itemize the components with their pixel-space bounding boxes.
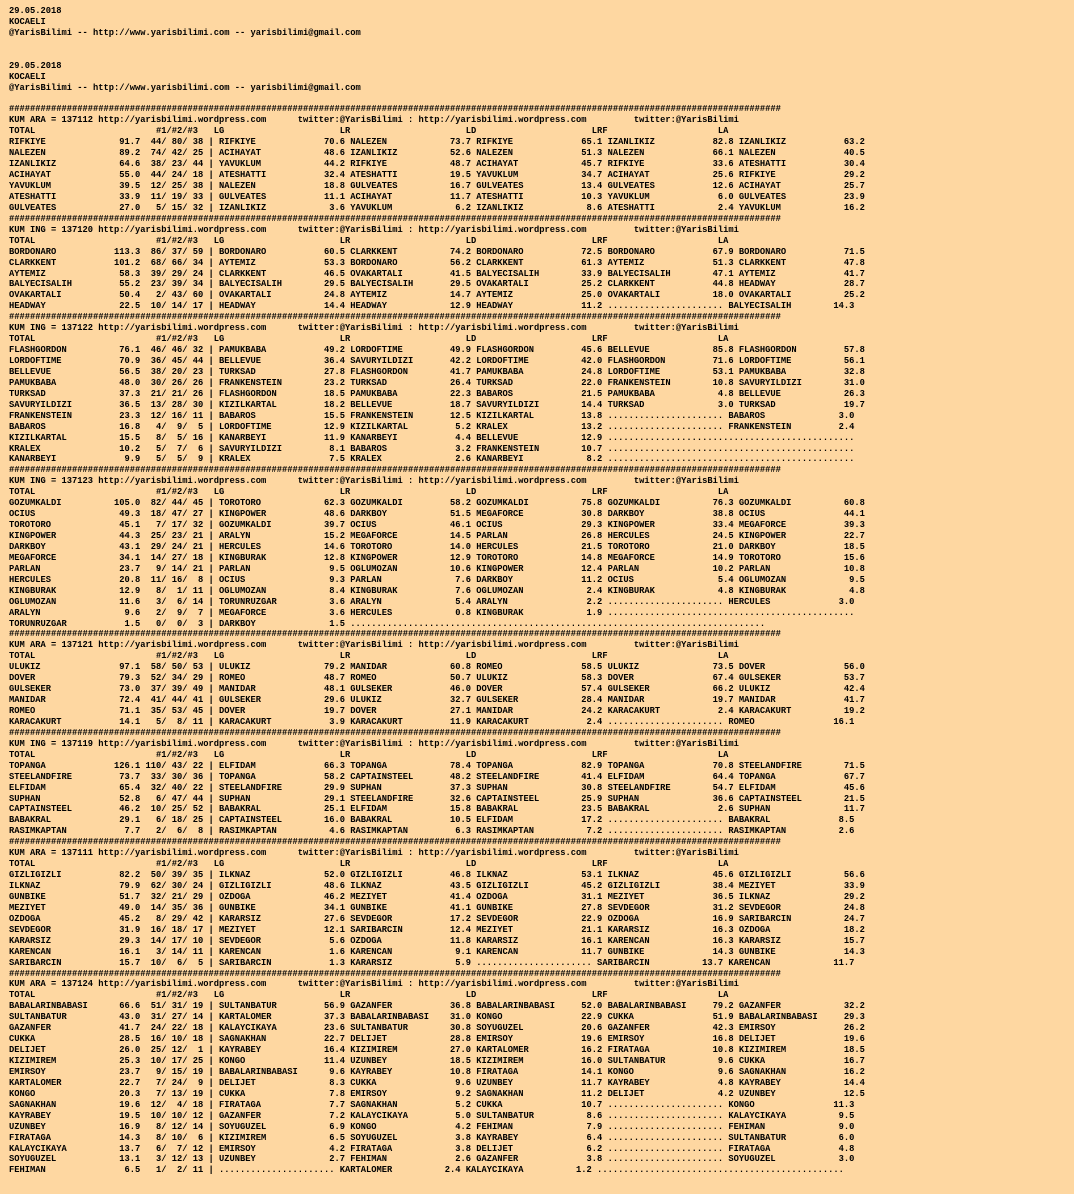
table-row: YAVUKLUM 39.5 12/ 25/ 38 | NALEZEN 18.8 GULVEATES 16.7 GULVEATES 13.4 GULVEATES 12.6 ACIHAYAT 25.7	[9, 180, 865, 191]
column-header: TOTAL #1/#2/#3 LG LR LD LRF LA	[9, 650, 729, 662]
table-row: HERCULES 20.8 11/ 16/ 8 | OCIUS 9.3 PARLAN 7.6 DARKBOY 11.2 OCIUS 5.4 OGLUMOZAN 9.5	[9, 573, 865, 585]
column-header: TOTAL #1/#2/#3 LG LR LD LRF LA	[9, 858, 729, 870]
table-row: PAMUKBABA 48.0 30/ 26/ 26 | FRANKENSTEIN 23.2 TURKSAD 26.4 TURKSAD 22.0 FRANKENSTEIN 10.8 SAVURYILDIZI 31.0	[9, 376, 865, 388]
table-row: MEGAFORCE 34.1 14/ 27/ 18 | KINGBURAK 12.8 KINGPOWER 12.9 TOROTORO 14.8 MEGAFORCE 14.9 TOROTORO 15.6	[9, 551, 865, 563]
table-row: BABALARINBABASI 66.6 51/ 31/ 19 | SULTANBATUR 56.9 GAZANFER 36.8 BABALARINBABASI 52.0 BABALARINBABASI 79.2 GAZANFER 32.2	[9, 1000, 865, 1012]
table-row: ACIHAYAT 55.0 44/ 24/ 18 | ATESHATTI 32.4 ATESHATTI 19.5 YAVUKLUM 34.7 ACIHAYAT 25.6 RIFKIYE 29.2	[9, 169, 865, 181]
table-row: KARENCAN 16.1 3/ 14/ 11 | KARENCAN 1.6 KARENCAN 9.1 KARENCAN 11.7 GUNBIKE 14.3 GUNBIKE 14.3	[9, 945, 865, 957]
table-row: GOZUMKALDI 105.0 82/ 44/ 45 | TOROTORO 62.3 GOZUMKALDI 58.2 GOZUMKALDI 75.8 GOZUMKALDI 76.3 GOZUMKALDI 60.8	[9, 497, 865, 509]
table-row: FEHIMAN 6.5 1/ 2/ 11 | ...................... KARTALOMER 2.4 KALAYCIKAYA 1.2 ...............................................	[9, 1164, 844, 1176]
table-row: CUKKA 28.5 16/ 10/ 18 | SAGNAKHAN 22.7 DELIJET 28.8 EMIRSOY 19.6 EMIRSOY 16.8 DELIJET 19.6	[9, 1033, 865, 1045]
column-header: TOTAL #1/#2/#3 LG LR LD LRF LA	[9, 486, 729, 498]
separator-line: ###################################################################################################################################################	[9, 103, 781, 115]
table-row: UZUNBEY 16.9 8/ 12/ 14 | SOYUGUZEL 6.9 KONGO 4.2 FEHIMAN 7.9 ...................... FEHIMAN 9.0	[9, 1120, 855, 1132]
table-row: DOVER 79.3 52/ 34/ 29 | ROMEO 48.7 ROMEO 50.7 ULUKIZ 58.3 DOVER 67.4 GULSEKER 53.7	[9, 672, 865, 684]
table-row: OZDOGA 45.2 8/ 29/ 42 | KARARSIZ 27.6 SEVDEGOR 17.2 SEVDEGOR 22.9 OZDOGA 16.9 SARIBARCIN 24.7	[9, 912, 865, 924]
separator-line: ###################################################################################################################################################	[9, 212, 781, 224]
table-row: NALEZEN 89.2 74/ 42/ 25 | ACIHAYAT 48.6 IZANLIKIZ 52.6 NALEZEN 51.3 NALEZEN 66.1 NALEZEN 40.5	[9, 147, 865, 159]
table-row: TOROTORO 45.1 7/ 17/ 32 | GOZUMKALDI 39.7 OCIUS 46.1 OCIUS 29.3 KINGPOWER 33.4 MEGAFORCE 39.3	[9, 519, 865, 531]
table-row: AYTEMIZ 58.3 39/ 29/ 24 | CLARKKENT 46.5 OVAKARTALI 41.5 BALYECISALIH 33.9 BALYECISALIH 47.1 AYTEMIZ 41.7	[9, 267, 865, 279]
race-header: KUM ING = 137119 http://yarisbilimi.wordpress.com twitter:@YarisBilimi : http://yarisbilimi.wordpress.com twitter:@YarisBilimi	[9, 737, 739, 749]
table-row: KRALEX 10.2 5/ 7/ 6 | SAVURYILDIZI 8.1 BABAROS 3.2 FRANKENSTEIN 10.7 ...............................................	[9, 442, 855, 454]
table-row: CAPTAINSTEEL 46.2 10/ 25/ 52 | BABAKRAL 25.1 ELFIDAM 15.8 BABAKRAL 23.5 BABAKRAL 2.6 SUPHAN 11.7	[9, 803, 865, 815]
column-header: TOTAL #1/#2/#3 LG LR LD LRF LA	[9, 333, 729, 345]
race-header: KUM ARA = 137121 http://yarisbilimi.wordpress.com twitter:@YarisBilimi : http://yarisbilimi.wordpress.com twitter:@YarisBilimi	[9, 639, 739, 651]
table-row: MEZIYET 49.0 14/ 35/ 36 | GUNBIKE 34.1 GUNBIKE 41.1 GUNBIKE 27.8 SEVDEGOR 31.2 SEVDEGOR 24.8	[9, 901, 865, 913]
table-row: STEELANDFIRE 73.7 33/ 30/ 36 | TOPANGA 58.2 CAPTAINSTEEL 48.2 STEELANDFIRE 41.4 ELFIDAM 64.4 TOPANGA 67.7	[9, 770, 865, 782]
header-line: @YarisBilimi -- http://www.yarisbilimi.com -- yarisbilimi@gmail.com	[9, 81, 361, 93]
column-header: TOTAL #1/#2/#3 LG LR LD LRF LA	[9, 234, 729, 246]
separator-line: ###################################################################################################################################################	[9, 967, 781, 979]
table-row: DELIJET 26.0 25/ 12/ 1 | KAYRABEY 16.4 KIZIMIREM 27.0 KARTALOMER 16.2 FIRATAGA 10.8 KIZIMIREM 18.5	[9, 1044, 865, 1056]
table-row: GIZLIGIZLI 82.2 50/ 39/ 35 | ILKNAZ 52.0 GIZLIGIZLI 46.8 ILKNAZ 53.1 ILKNAZ 45.6 GIZLIGIZLI 56.6	[9, 869, 865, 881]
table-row: ULUKIZ 97.1 58/ 50/ 53 | ULUKIZ 79.2 MANIDAR 60.8 ROMEO 58.5 ULUKIZ 73.5 DOVER 56.0	[9, 661, 865, 673]
race-header: KUM ING = 137122 http://yarisbilimi.wordpress.com twitter:@YarisBilimi : http://yarisbilimi.wordpress.com twitter:@YarisBilimi	[9, 322, 739, 334]
table-row: EMIRSOY 23.7 9/ 15/ 19 | BABALARINBABASI 9.6 KAYRABEY 10.8 FIRATAGA 14.1 KONGO 9.6 SAGNAKHAN 16.2	[9, 1065, 865, 1077]
table-row: OVAKARTALI 50.4 2/ 43/ 60 | OVAKARTALI 24.8 AYTEMIZ 14.7 AYTEMIZ 25.0 OVAKARTALI 18.0 OVAKARTALI 25.2	[9, 289, 865, 301]
table-row: TURKSAD 37.3 21/ 21/ 26 | FLASHGORDON 18.5 PAMUKBABA 22.3 BABAROS 21.5 PAMUKBABA 4.8 BELLEVUE 26.3	[9, 387, 865, 399]
column-header: TOTAL #1/#2/#3 LG LR LD LRF LA	[9, 748, 729, 760]
race-header: KUM ARA = 137111 http://yarisbilimi.wordpress.com twitter:@YarisBilimi : http://yarisbilimi.wordpress.com twitter:@YarisBilimi	[9, 847, 739, 859]
table-row: KARARSIZ 29.3 14/ 17/ 10 | SEVDEGOR 5.6 OZDOGA 11.8 KARARSIZ 16.1 KARENCAN 16.3 KARARSIZ 15.7	[9, 934, 865, 946]
table-row: LORDOFTIME 70.9 36/ 45/ 44 | BELLEVUE 36.4 SAVURYILDIZI 42.2 LORDOFTIME 42.0 FLASHGORDON 71.6 LORDOFTIME 56.1	[9, 355, 865, 366]
table-row: BALYECISALIH 55.2 23/ 39/ 34 | BALYECISALIH 29.5 BALYECISALIH 29.5 OVAKARTALI 25.2 CLARKKENT 44.8 HEADWAY 28.7	[9, 278, 865, 290]
table-row: KAYRABEY 19.5 10/ 10/ 12 | GAZANFER 7.2 KALAYCIKAYA 5.0 SULTANBATUR 8.6 ...................... KALAYCIKAYA 9.5	[9, 1109, 855, 1121]
table-row: FRANKENSTEIN 23.3 12/ 16/ 11 | BABAROS 15.5 FRANKENSTEIN 12.5 KIZILKARTAL 13.8 ...................... BABAROS 3.0	[9, 409, 855, 421]
table-row: BABAROS 16.8 4/ 9/ 5 | LORDOFTIME 12.9 KIZILKARTAL 5.2 KRALEX 13.2 ...................... FRANKENSTEIN 2.4	[9, 420, 855, 432]
header-line: @YarisBilimi -- http://www.yarisbilimi.com -- yarisbilimi@gmail.com	[9, 26, 361, 38]
separator-line: ###################################################################################################################################################	[9, 836, 781, 848]
column-header: TOTAL #1/#2/#3 LG LR LD LRF LA	[9, 125, 729, 137]
table-row: KIZIMIREM 25.3 10/ 17/ 25 | KONGO 11.4 UZUNBEY 18.5 KIZIMIREM 16.0 SULTANBATUR 9.6 CUKKA 16.7	[9, 1055, 865, 1066]
table-row: TORUNRUZGAR 1.5 0/ 0/ 3 | DARKBOY 1.5 ...............................................................................	[9, 617, 766, 629]
table-row: GULSEKER 73.0 37/ 39/ 49 | MANIDAR 48.1 GULSEKER 46.0 DOVER 57.4 GULSEKER 66.2 ULUKIZ 42.4	[9, 683, 865, 695]
table-row: SAGNAKHAN 19.6 12/ 4/ 18 | FIRATAGA 7.7 SAGNAKHAN 5.2 CUKKA 10.7 ...................... KONGO 11.3	[9, 1098, 855, 1110]
race-header: KUM ARA = 137124 http://yarisbilimi.wordpress.com twitter:@YarisBilimi : http://yarisbilimi.wordpress.com twitter:@YarisBilimi	[9, 978, 739, 990]
table-row: ROMEO 71.1 35/ 53/ 45 | DOVER 19.7 DOVER 27.1 MANIDAR 24.2 KARACAKURT 2.4 KARACAKURT 19.2	[9, 705, 865, 716]
table-row: OGLUMOZAN 11.6 3/ 6/ 14 | TORUNRUZGAR 3.6 ARALYN 5.4 ARALYN 2.2 ...................... HERCULES 3.0	[9, 595, 855, 607]
table-row: SAVURYILDIZI 36.5 13/ 28/ 30 | KIZILKARTAL 18.2 BELLEVUE 18.7 SAVURYILDIZI 14.4 TURKSAD 3.0 TURKSAD 19.7	[9, 398, 865, 410]
table-row: ILKNAZ 79.9 62/ 30/ 24 | GIZLIGIZLI 48.6 ILKNAZ 43.5 GIZLIGIZLI 45.2 GIZLIGIZLI 38.4 MEZIYET 33.9	[9, 880, 865, 891]
table-row: CLARKKENT 101.2 68/ 66/ 34 | AYTEMIZ 53.3 BORDONARO 56.2 CLARKKENT 61.3 AYTEMIZ 51.3 CLARKKENT 47.8	[9, 256, 865, 268]
table-row: FLASHGORDON 76.1 46/ 46/ 32 | PAMUKBABA 49.2 LORDOFTIME 49.9 FLASHGORDON 45.6 BELLEVUE 85.8 FLASHGORDON 57.8	[9, 344, 865, 356]
header-line: 29.05.2018	[9, 5, 62, 16]
table-row: OCIUS 49.3 18/ 47/ 27 | KINGPOWER 48.6 DARKBOY 51.5 MEGAFORCE 30.8 DARKBOY 38.8 OCIUS 44.1	[9, 508, 865, 520]
table-row: MANIDAR 72.4 41/ 44/ 41 | GULSEKER 29.6 ULUKIZ 32.7 GULSEKER 28.4 MANIDAR 19.7 MANIDAR 41.7	[9, 694, 865, 706]
header-line	[9, 50, 865, 61]
table-row: ARALYN 9.6 2/ 9/ 7 | MEGAFORCE 3.6 HERCULES 0.8 KINGBURAK 1.9 ...............................................	[9, 606, 855, 618]
table-row: KIZILKARTAL 15.5 8/ 5/ 16 | KANARBEYI 11.9 KANARBEYI 4.4 BELLEVUE 12.9 ...............................................	[9, 431, 855, 443]
separator-line: ###################################################################################################################################################	[9, 726, 781, 738]
table-row: KALAYCIKAYA 13.7 6/ 7/ 12 | EMIRSOY 4.2 FIRATAGA 3.8 DELIJET 6.2 ...................... FIRATAGA 4.8	[9, 1142, 855, 1154]
separator-line: ###################################################################################################################################################	[9, 311, 781, 323]
header-line: 29.05.2018	[9, 59, 62, 71]
separator-line: ###################################################################################################################################################	[9, 464, 781, 476]
table-row: TOPANGA 126.1 110/ 43/ 22 | ELFIDAM 66.3 TOPANGA 78.4 TOPANGA 82.9 TOPANGA 70.8 STEELANDFIRE 71.5	[9, 759, 865, 771]
document-body	[9, 6, 865, 1176]
separator-line: ###################################################################################################################################################	[9, 628, 781, 640]
table-row: GULVEATES 27.0 5/ 15/ 32 | IZANLIKIZ 3.6 YAVUKLUM 6.2 IZANLIKIZ 8.6 ATESHATTI 2.4 YAVUKLUM 16.2	[9, 201, 865, 213]
table-row: BORDONARO 113.3 86/ 37/ 59 | BORDONARO 60.5 CLARKKENT 74.2 BORDONARO 72.5 BORDONARO 67.9 BORDONARO 71.5	[9, 245, 865, 257]
table-row: KARTALOMER 22.7 7/ 24/ 9 | DELIJET 8.3 CUKKA 9.6 UZUNBEY 11.7 KAYRABEY 4.8 KAYRABEY 14.4	[9, 1076, 865, 1088]
table-row: KINGPOWER 44.3 25/ 23/ 21 | ARALYN 15.2 MEGAFORCE 14.5 PARLAN 26.8 HERCULES 24.5 KINGPOWER 22.7	[9, 530, 865, 541]
table-row: KARACAKURT 14.1 5/ 8/ 11 | KARACAKURT 3.9 KARACAKURT 11.9 KARACAKURT 2.4 ...................... ROMEO 16.1	[9, 715, 855, 727]
table-row: SOYUGUZEL 13.1 3/ 12/ 13 | UZUNBEY 2.7 FEHIMAN 2.6 GAZANFER 3.8 ...................... SOYUGUZEL 3.0	[9, 1153, 855, 1165]
race-header: KUM ING = 137123 http://yarisbilimi.wordpress.com twitter:@YarisBilimi : http://yarisbilimi.wordpress.com twitter:@YarisBilimi	[9, 475, 739, 487]
table-row: ELFIDAM 65.4 32/ 40/ 22 | STEELANDFIRE 29.9 SUPHAN 37.3 SUPHAN 30.8 STEELANDFIRE 54.7 ELFIDAM 45.6	[9, 781, 865, 793]
table-row: KANARBEYI 9.9 5/ 5/ 9 | KRALEX 7.5 KRALEX 2.6 KANARBEYI 8.2 ...............................................	[9, 453, 855, 465]
race-header: KUM ING = 137120 http://yarisbilimi.wordpress.com twitter:@YarisBilimi : http://yarisbilimi.wordpress.com twitter:@YarisBilimi	[9, 223, 739, 235]
table-row: ATESHATTI 33.9 11/ 19/ 33 | GULVEATES 11.1 ACIHAYAT 11.7 ATESHATTI 10.3 YAVUKLUM 6.0 GULVEATES 23.9	[9, 190, 865, 202]
table-row: PARLAN 23.7 9/ 14/ 21 | PARLAN 9.5 OGLUMOZAN 10.6 KINGPOWER 12.4 PARLAN 10.2 PARLAN 10.8	[9, 562, 865, 574]
table-row: DARKBOY 43.1 29/ 24/ 21 | HERCULES 14.6 TOROTORO 14.0 HERCULES 21.5 TOROTORO 21.0 DARKBOY 18.5	[9, 540, 865, 552]
header-line	[9, 39, 865, 50]
table-row: GUNBIKE 51.7 32/ 21/ 29 | OZDOGA 46.2 MEZIYET 41.4 OZDOGA 31.1 MEZIYET 36.5 ILKNAZ 29.2	[9, 890, 865, 902]
header-line: KOCAELI	[9, 70, 46, 82]
header-line: KOCAELI	[9, 15, 46, 27]
table-row: SUPHAN 52.8 6/ 47/ 44 | SUPHAN 29.1 STEELANDFIRE 32.6 CAPTAINSTEEL 25.9 SUPHAN 36.6 CAPTAINSTEEL 21.5	[9, 792, 865, 804]
table-row: SARIBARCIN 15.7 10/ 6/ 5 | SARIBARCIN 1.3 KARARSIZ 5.9 ...................... SARIBARCIN 13.7 KARENCAN 11.7	[9, 956, 855, 968]
table-row: GAZANFER 41.7 24/ 22/ 18 | KALAYCIKAYA 23.6 SULTANBATUR 30.8 SOYUGUZEL 20.6 GAZANFER 42.3 EMIRSOY 26.2	[9, 1022, 865, 1034]
table-row: FIRATAGA 14.3 8/ 10/ 6 | KIZIMIREM 6.5 SOYUGUZEL 3.8 KAYRABEY 6.4 ...................... SULTANBATUR 6.0	[9, 1131, 855, 1143]
race-header: KUM ARA = 137112 http://yarisbilimi.wordpress.com twitter:@YarisBilimi : http://yarisbilimi.wordpress.com twitter:@YarisBilimi	[9, 114, 739, 126]
table-row: KINGBURAK 12.9 8/ 1/ 11 | OGLUMOZAN 8.4 KINGBURAK 7.6 OGLUMOZAN 2.4 KINGBURAK 4.8 KINGBURAK 4.8	[9, 584, 865, 596]
table-row: SULTANBATUR 43.0 31/ 27/ 14 | KARTALOMER 37.3 BABALARINBABASI 31.0 KONGO 22.9 CUKKA 51.9 BABALARINBABASI 29.3	[9, 1011, 865, 1023]
table-row: SEVDEGOR 31.9 16/ 18/ 17 | MEZIYET 12.1 SARIBARCIN 12.4 MEZIYET 21.1 KARARSIZ 16.3 OZDOGA 18.2	[9, 923, 865, 935]
table-row: IZANLIKIZ 64.6 38/ 23/ 44 | YAVUKLUM 44.2 RIFKIYE 48.7 ACIHAYAT 45.7 RIFKIYE 33.6 ATESHATTI 30.4	[9, 158, 865, 170]
table-row: RIFKIYE 91.7 44/ 80/ 38 | RIFKIYE 70.6 NALEZEN 73.7 RIFKIYE 65.1 IZANLIKIZ 82.8 IZANLIKIZ 63.2	[9, 136, 865, 148]
table-row: BABAKRAL 29.1 6/ 18/ 25 | CAPTAINSTEEL 16.0 BABAKRAL 10.5 ELFIDAM 17.2 ...................... BABAKRAL 8.5	[9, 814, 855, 826]
table-row: HEADWAY 22.5 10/ 14/ 17 | HEADWAY 14.4 HEADWAY 12.9 HEADWAY 11.2 ...................... BALYECISALIH 14.3	[9, 300, 855, 312]
table-row: KONGO 20.3 7/ 13/ 19 | CUKKA 7.8 EMIRSOY 9.2 SAGNAKHAN 11.2 DELIJET 4.2 UZUNBEY 12.5	[9, 1087, 865, 1099]
table-row: BELLEVUE 56.5 38/ 20/ 23 | TURKSAD 27.8 FLASHGORDON 41.7 PAMUKBABA 24.8 LORDOFTIME 53.1 PAMUKBABA 32.8	[9, 365, 865, 377]
table-row: RASIMKAPTAN 7.7 2/ 6/ 8 | RASIMKAPTAN 4.6 RASIMKAPTAN 6.3 RASIMKAPTAN 7.2 ...................... RASIMKAPTAN 2.6	[9, 825, 855, 837]
column-header: TOTAL #1/#2/#3 LG LR LD LRF LA	[9, 989, 729, 1001]
